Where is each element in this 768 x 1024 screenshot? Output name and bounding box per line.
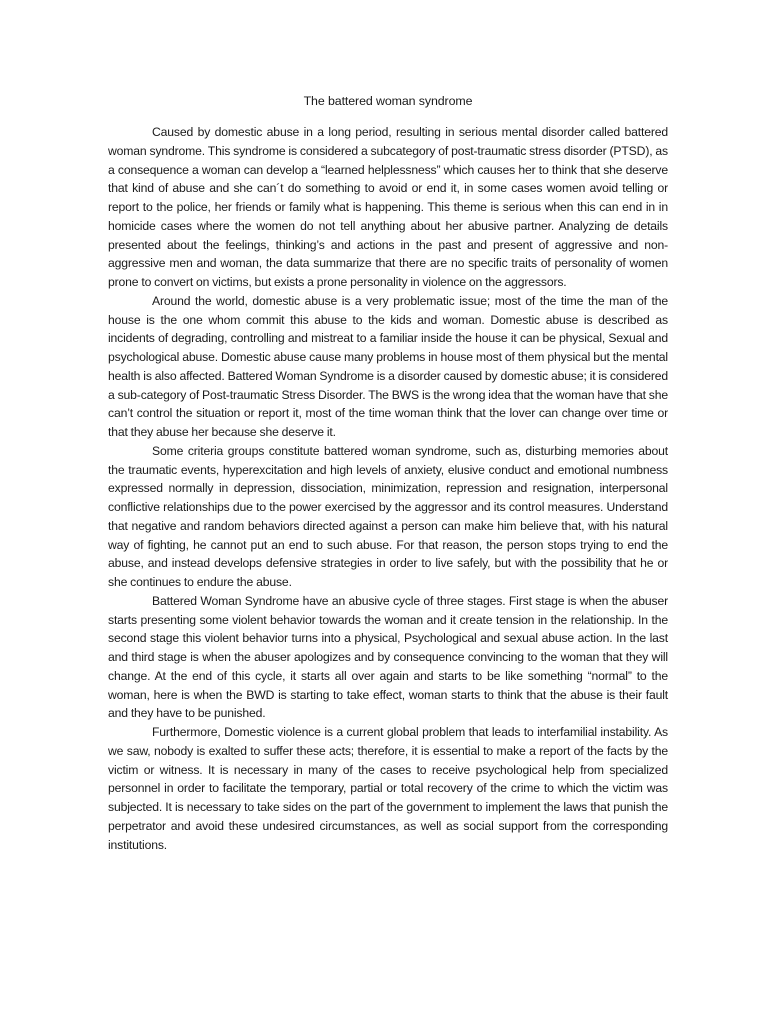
document-title: The battered woman syndrome: [303, 94, 473, 108]
paragraph-2: Around the world, domestic abuse is a very problematic issue; most of the time the man of the house is the one whom commit this abuse to the kids and woman. Domestic abuse is described as incidents of degrading, controlling and mistreat to a familiar inside the house it can be physical, Sexual and psychological abuse. Domestic abuse cause many problems in house most of them physical but the mental health is also affected. Battered Woman Syndrome is a disorder caused by domestic abuse; it is considered a sub-category of Post-traumatic Stress Disorder. The BWS is the wrong idea that the woman have that she can’t control the situation or report it, most of the time woman think that the lover can change over time or that they abuse her because she deserve it.: [108, 293, 668, 439]
paragraph-5: Furthermore, Domestic violence is a current global problem that leads to interfamilial instability. As we saw, nobody is exalted to suffer these acts; therefore, it is essential to make a report of the facts by the victim or witness. It is necessary in many of the cases to receive psychological help from specialized personnel in order to facilitate the temporary, partial or total recovery of the crime to which the victim was subjected. It is necessary to take sides on the part of the government to implement the laws that punish the perpetrator and avoid these undesired circumstances, as well as social support from the corresponding institutions.: [108, 725, 668, 852]
paragraph-1: Caused by domestic abuse in a long period, resulting in serious mental disorder called battered woman syndrome. This syndrome is considered a subcategory of post-traumatic stress disorder (PTSD), as a consequence a woman can develop a “learned helplessness” which causes her to think that she deserve that kind of abuse and she can´t do something to avoid or end it, in some cases women avoid telling or report to the police, her friends or family what is happening. This theme is serious when this can end in in homicide cases where the women do not tell anything about her abusive partner. Analyzing de details presented about the feelings, thinking’s and actions in the past and present of aggressive and non-aggressive men and woman, the data summarize that there are no specific traits of personality of women prone to convert on victims, but exists a prone personality in violence on the aggressors.: [108, 125, 668, 289]
paragraph-4: Battered Woman Syndrome have an abusive cycle of three stages. First stage is when the abuser starts presenting some violent behavior towards the woman and it create tension in the relationship. In the second stage this violent behavior turns into a physical, Psychological and sexual abuse action. In the last and third stage is when the abuser apologizes and by consequence convincing to the woman that they will change. At the end of this cycle, it starts all over again and starts to be like something “normal” to the woman, here is when the BWD is starting to take effect, woman starts to think that the abuse is their fault and they have to be punished.: [108, 593, 668, 721]
paragraph-3: Some criteria groups constitute battered woman syndrome, such as, disturbing memories about the traumatic events, hyperexcitation and high levels of anxiety, elusive conduct and emotional numbness expressed normally in depression, dissociation, minimization, repression and resignation, interpersonal conflictive relationships due to the power exercised by the aggressor and its control measures. Understand that negative and random behaviors directed against a person can make him believe that, with his natural way of fighting, he cannot put an end to such abuse. For that reason, the person stops trying to end the abuse, and instead develops defensive strategies in order to live safely, but with the possibility that he or she continues to endure the abuse.: [108, 443, 668, 589]
